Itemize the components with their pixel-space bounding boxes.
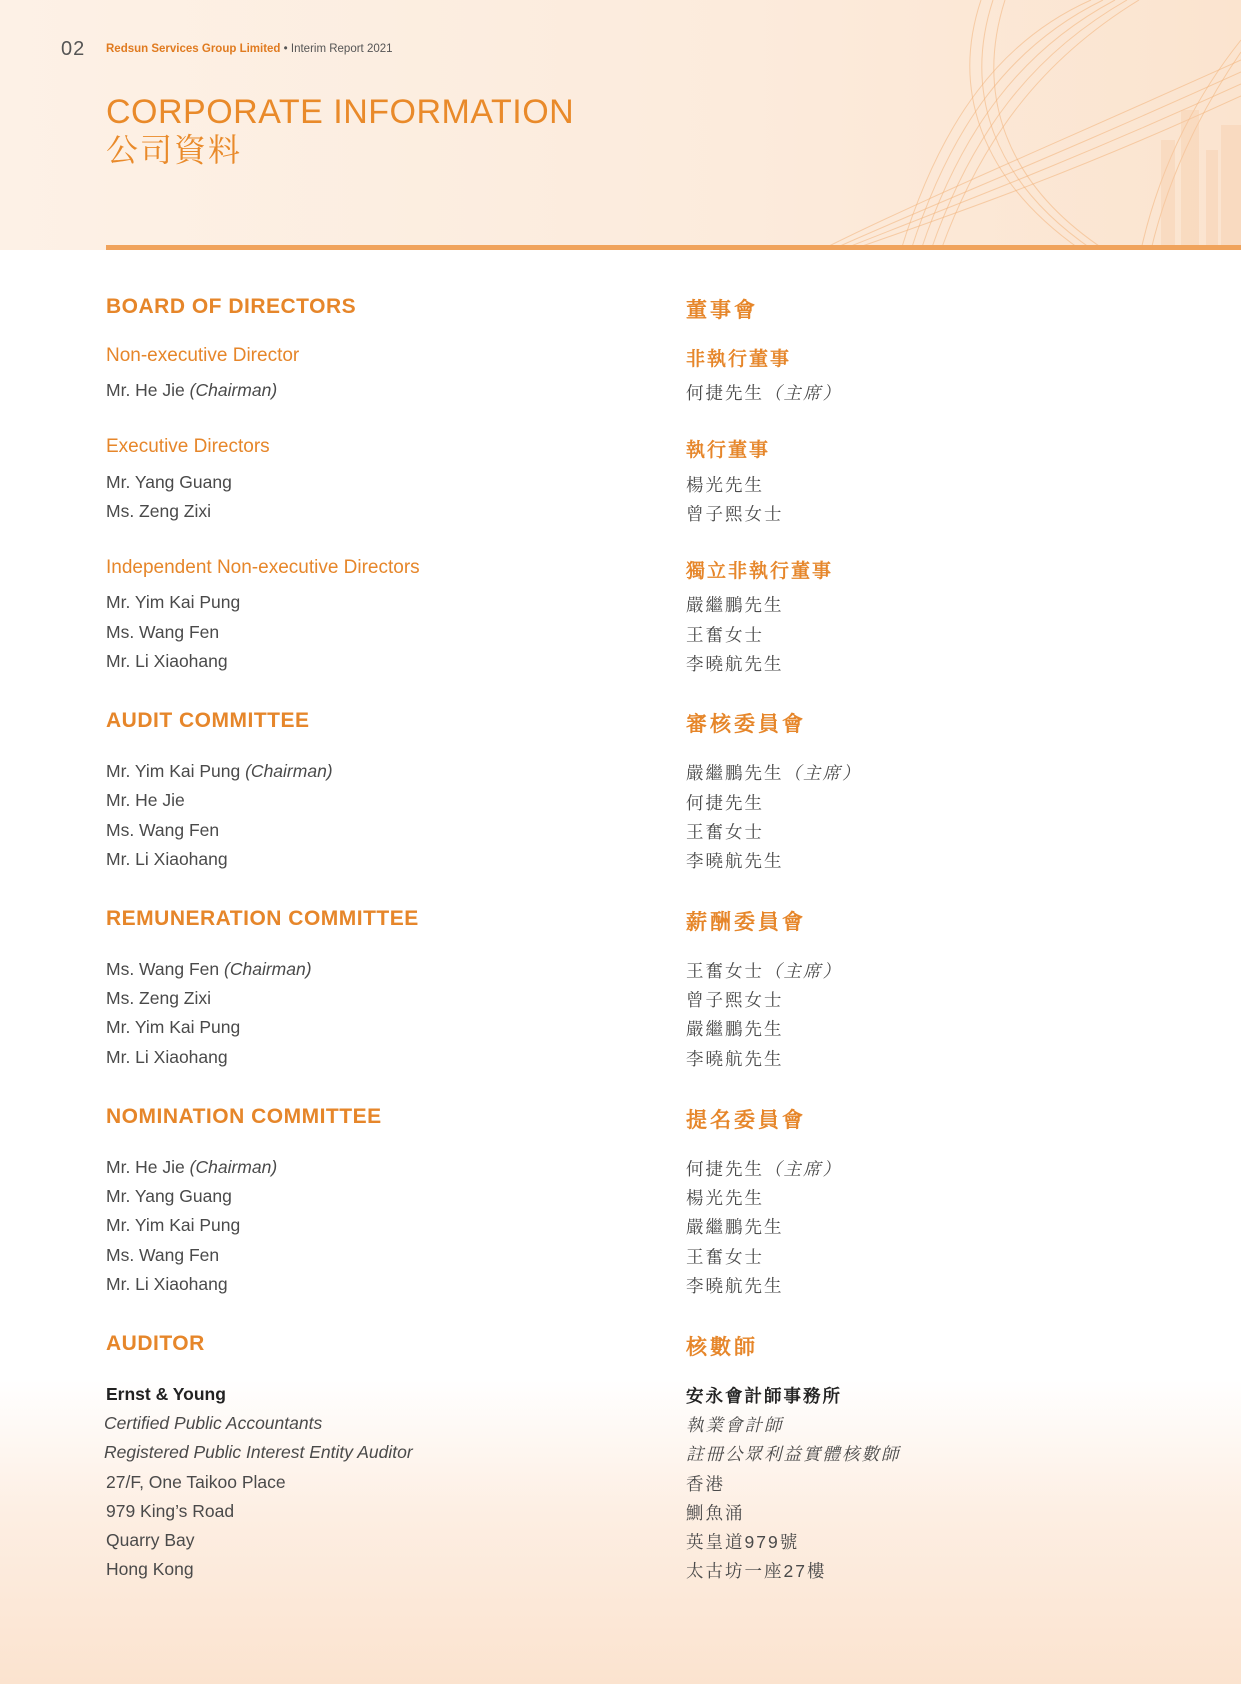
list-item: 王奮女士 [686,625,764,645]
board-heading: BOARD OF DIRECTORS [106,295,357,318]
list-item: Mr. Yang Guang [106,472,232,492]
page-title-en: CORPORATE INFORMATION [106,93,575,131]
list-item: 嚴繼鵬先生（主席） [686,763,862,783]
list-item: Ms. Wang Fen [106,622,220,642]
list-item: 李曉航先生 [686,654,784,674]
auditor-type-zh: 執業會計師 [686,1415,784,1435]
list-item: 李曉航先生 [686,1276,784,1296]
list-item: 嚴繼鵬先生 [686,595,784,615]
address-line: 英皇道979號 [686,1532,800,1552]
list-item: Mr. Li Xiaohang [106,651,228,671]
auditor-type: Registered Public Interest Entity Auditor [104,1442,413,1462]
list-item: 李曉航先生 [686,1049,784,1069]
auditor-type-zh: 註冊公眾利益實體核數師 [686,1444,901,1464]
list-item: Mr. Yang Guang [106,1186,232,1206]
remuneration-committee-heading: REMUNERATION COMMITTEE [106,907,419,930]
list-item: 曾子熙女士 [686,990,784,1010]
nomination-committee-heading-zh: 提名委員會 [686,1109,806,1132]
list-item: Ms. Zeng Zixi [106,501,212,521]
header-rule [106,245,1241,250]
list-item: Ms. Zeng Zixi [106,988,212,1008]
remuneration-committee-heading-zh: 薪酬委員會 [686,911,806,934]
list-item: 楊光先生 [686,475,764,495]
ed-heading-zh: 執行董事 [686,440,771,461]
address-line: 太古坊一座27樓 [686,1561,827,1581]
auditor-type: Certified Public Accountants [104,1413,323,1433]
list-item: 嚴繼鵬先生 [686,1217,784,1237]
list-item: Ms. Wang Fen [106,1245,220,1265]
list-item: 嚴繼鵬先生 [686,1019,784,1039]
list-item: Ms. Wang Fen [106,820,220,840]
auditor-heading: AUDITOR [106,1332,205,1355]
list-item: Mr. Yim Kai Pung [106,1215,241,1235]
list-item: Mr. Yim Kai Pung [106,1017,241,1037]
report-name: • Interim Report 2021 [283,43,393,55]
auditor-name: Ernst & Young [106,1384,226,1404]
list-item: 何捷先生（主席） [686,383,842,403]
list-item: Mr. Yim Kai Pung (Chairman) [106,761,333,781]
running-title [106,43,393,55]
list-item: 李曉航先生 [686,851,784,871]
address-line: 鰂魚涌 [686,1503,745,1523]
list-item: 楊光先生 [686,1188,764,1208]
board-heading-zh: 董事會 [686,299,758,322]
page-title [106,93,574,169]
ribbon-decoration-icon [621,0,1241,250]
address-line: 27/F, One Taikoo Place [106,1472,286,1492]
audit-committee-heading-zh: 審核委員會 [686,713,806,736]
list-item: Ms. Wang Fen (Chairman) [106,959,312,979]
ined-heading: Independent Non-executive Directors [106,557,420,578]
audit-committee-heading: AUDIT COMMITTEE [106,709,310,732]
list-item: Mr. Li Xiaohang [106,1274,228,1294]
nomination-committee-heading: NOMINATION COMMITTEE [106,1105,382,1128]
list-item: 王奮女士 [686,1247,764,1267]
auditor-name-zh: 安永會計師事務所 [686,1386,842,1406]
ined-heading-zh: 獨立非執行董事 [686,561,834,582]
page-number: 02 [61,38,86,60]
page-title-zh: 公司資料 [106,132,243,168]
list-item: Mr. He Jie [106,790,185,810]
list-item: 何捷先生（主席） [686,1159,842,1179]
list-item: 何捷先生 [686,793,764,813]
ed-heading: Executive Directors [106,436,270,457]
address-line: Quarry Bay [106,1530,195,1550]
list-item: Mr. Li Xiaohang [106,849,228,869]
address-line: 香港 [686,1474,725,1494]
list-item: Mr. He Jie (Chairman) [106,1157,278,1177]
list-item: Mr. Yim Kai Pung [106,592,241,612]
ned-heading: Non-executive Director [106,345,300,366]
address-line: 979 King’s Road [106,1501,235,1521]
company-name: Redsun Services Group Limited [106,43,281,55]
list-item: Mr. Li Xiaohang [106,1047,228,1067]
list-item: Mr. He Jie (Chairman) [106,380,278,400]
list-item: 曾子熙女士 [686,504,784,524]
address-line: Hong Kong [106,1559,194,1579]
ned-heading-zh: 非執行董事 [686,349,792,370]
list-item: 王奮女士 [686,822,764,842]
list-item: 王奮女士（主席） [686,961,842,981]
auditor-heading-zh: 核數師 [686,1336,758,1359]
